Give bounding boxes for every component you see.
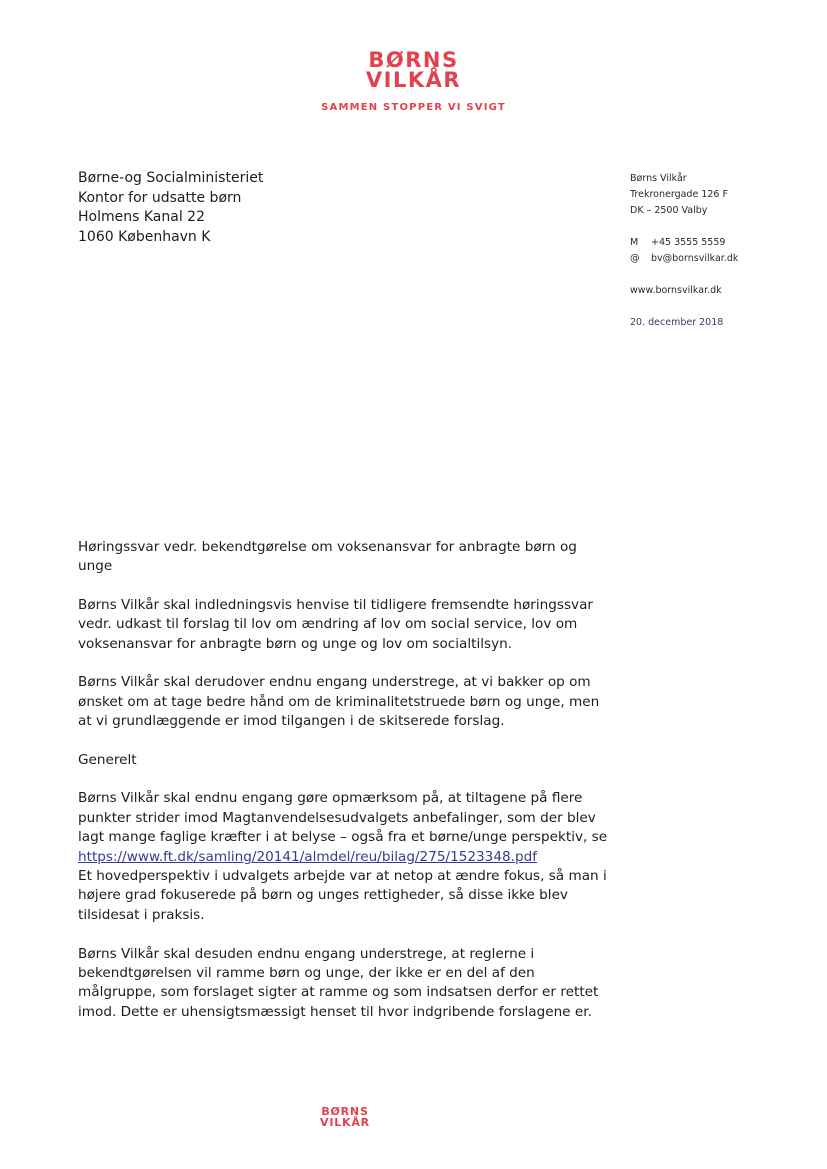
sender-city: DK – 2500 Valby <box>630 205 708 216</box>
paragraph-3 <box>78 789 613 925</box>
logo-line-1: BØRNS <box>368 48 459 72</box>
paragraph-1: Børns Vilkår skal indledningsvis henvise til tidligere fremsendte høringssvar vedr. udkast til forslag til lov om ændring af lov om social service, lov om voksenansvar for anbragte børn og unge og lov om socialtilsyn. <box>78 596 594 652</box>
section-heading-generelt: Generelt <box>78 752 137 769</box>
logo-line-2: VILKÅR <box>365 68 462 92</box>
sender-email-row <box>630 251 738 267</box>
recipient-line-2: Kontor for udsatte børn <box>78 189 242 206</box>
paragraph-2: Børns Vilkår skal derudover endnu engang understrege, at vi bakker op om ønsket om at tage bedre hånd om de kriminalitetstruede børn og unge, men at vi grundlæggende er imod tilgangen i de skitserede forslag. <box>78 674 600 730</box>
letter-body <box>78 538 613 1042</box>
paragraph-3-continuation: Et hovedperspektiv i udvalgets arbejde var at netop at ændre fokus, så man i højere grad fokuserede på børn og unges rettigheder, så disse ikke blev tilsidesat i praksis. <box>78 868 607 923</box>
sender-info <box>630 171 738 331</box>
sender-email: bv@bornsvilkar.dk <box>651 253 739 264</box>
letter-title: Høringssvar vedr. bekendtgørelse om voksenansvar for anbragte børn og unge <box>78 539 577 575</box>
sender-website: www.bornsvilkar.dk <box>630 285 722 296</box>
footer-logo <box>0 1106 690 1128</box>
header-logo <box>0 50 827 113</box>
letter-date: 20. december 2018 <box>630 317 724 328</box>
sender-street: Trekronergade 126 F <box>630 189 728 200</box>
recipient-line-4: 1060 København K <box>78 228 211 245</box>
sender-phone-row <box>630 235 738 251</box>
logo-tagline: SAMMEN STOPPER VI SVIGT <box>321 102 506 113</box>
footer-logo-line-2: VILKÅR <box>320 1116 370 1129</box>
recipient-line-1: Børne-og Socialministeriet <box>78 170 264 186</box>
recipient-address <box>78 169 263 247</box>
email-label: @ <box>630 253 640 264</box>
footer-logo-line-1: BØRNS <box>321 1105 369 1118</box>
recipient-line-3: Holmens Kanal 22 <box>78 209 205 225</box>
paragraph-4: Børns Vilkår skal desuden endnu engang understrege, at reglerne i bekendtgørelsen vil ramme børn og unge, der ikke er en del af den målgruppe, som forslaget sigter at ramme og som indsatsen derfor er rettet imod. Dette er uhensigtsmæssigt henset til hvor indgribende forslagene er. <box>78 945 599 1020</box>
phone-label: M <box>630 237 639 248</box>
sender-name: Børns Vilkår <box>630 173 687 184</box>
sender-phone: +45 3555 5559 <box>651 237 726 248</box>
reference-link[interactable]: https://www.ft.dk/samling/20141/almdel/reu/bilag/275/1523348.pdf <box>78 848 537 865</box>
paragraph-3-text: Børns Vilkår skal endnu engang gøre opmærksom på, at tiltagene på flere punkter strider imod Magtanvendelsesudvalgets anbefalinger, som der blev lagt mange faglige kræfter i at belyse – også fra et børne/unge perspektiv, se <box>78 790 608 846</box>
